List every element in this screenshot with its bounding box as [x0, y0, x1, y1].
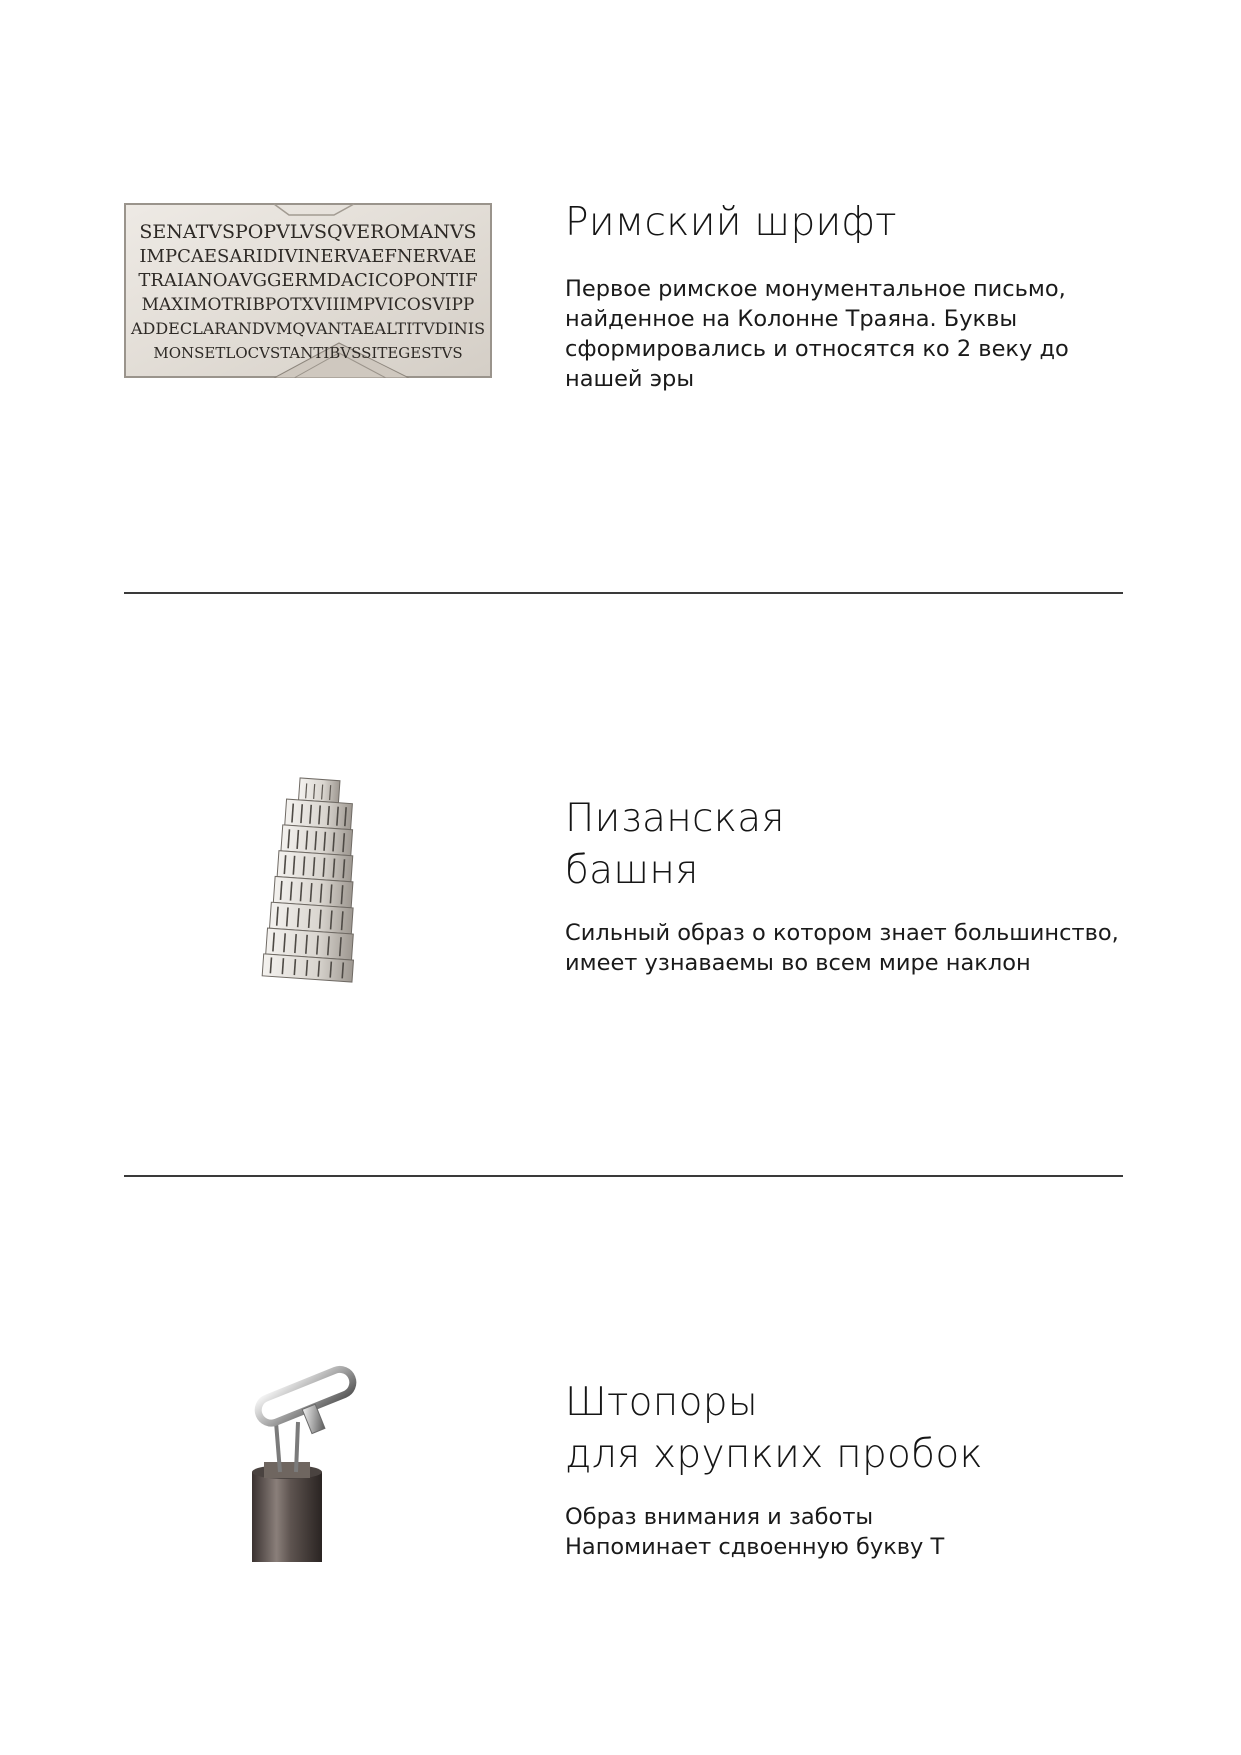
section-description: Сильный образ о котором знает большинство, имеет узнаваемы во всем мире наклон	[565, 920, 1119, 976]
section-description: Образ внимания и заботы Напоминает сдвоенную букву Т	[565, 1504, 945, 1560]
inscription-line-1: SENATVSPOPVLVSQVEROMANVS	[139, 221, 477, 243]
inscription-line-4: MAXIMOTRIBPOTXVIIIMPVICOSVIPP	[141, 295, 475, 315]
section-corkscrew	[0, 1180, 1241, 1755]
corkscrew-icon	[250, 1362, 370, 1562]
section-title: Пизанская башня	[565, 796, 785, 893]
roman-inscription-icon	[124, 203, 492, 378]
section-description: Первое римское монументальное письмо, найденное на Колонне Траяна. Буквы сформировались и относятся ко 2 веку до нашей эры	[565, 276, 1069, 392]
inscription-line-6: MONSETLOCVSTANTIBVSSITEGESTVS	[153, 344, 463, 362]
section-pisa-tower	[0, 600, 1241, 1170]
section-divider	[124, 1175, 1123, 1177]
inscription-line-2: IMPCAESARIDIVINERVAEFNERVAE	[139, 246, 477, 267]
section-title: Штопоры для хрупких пробок	[565, 1380, 983, 1477]
inscription-line-3: TRAIANOAVGGERMDACICOPONTIF	[138, 270, 478, 291]
section-divider	[124, 592, 1123, 594]
section-roman-font	[0, 0, 1241, 600]
section-title: Римский шрифт	[565, 200, 897, 245]
inscription-line-5: ADDECLARANDVMQVANTAEALTITVDINIS	[130, 319, 486, 338]
leaning-tower-icon	[248, 775, 368, 985]
